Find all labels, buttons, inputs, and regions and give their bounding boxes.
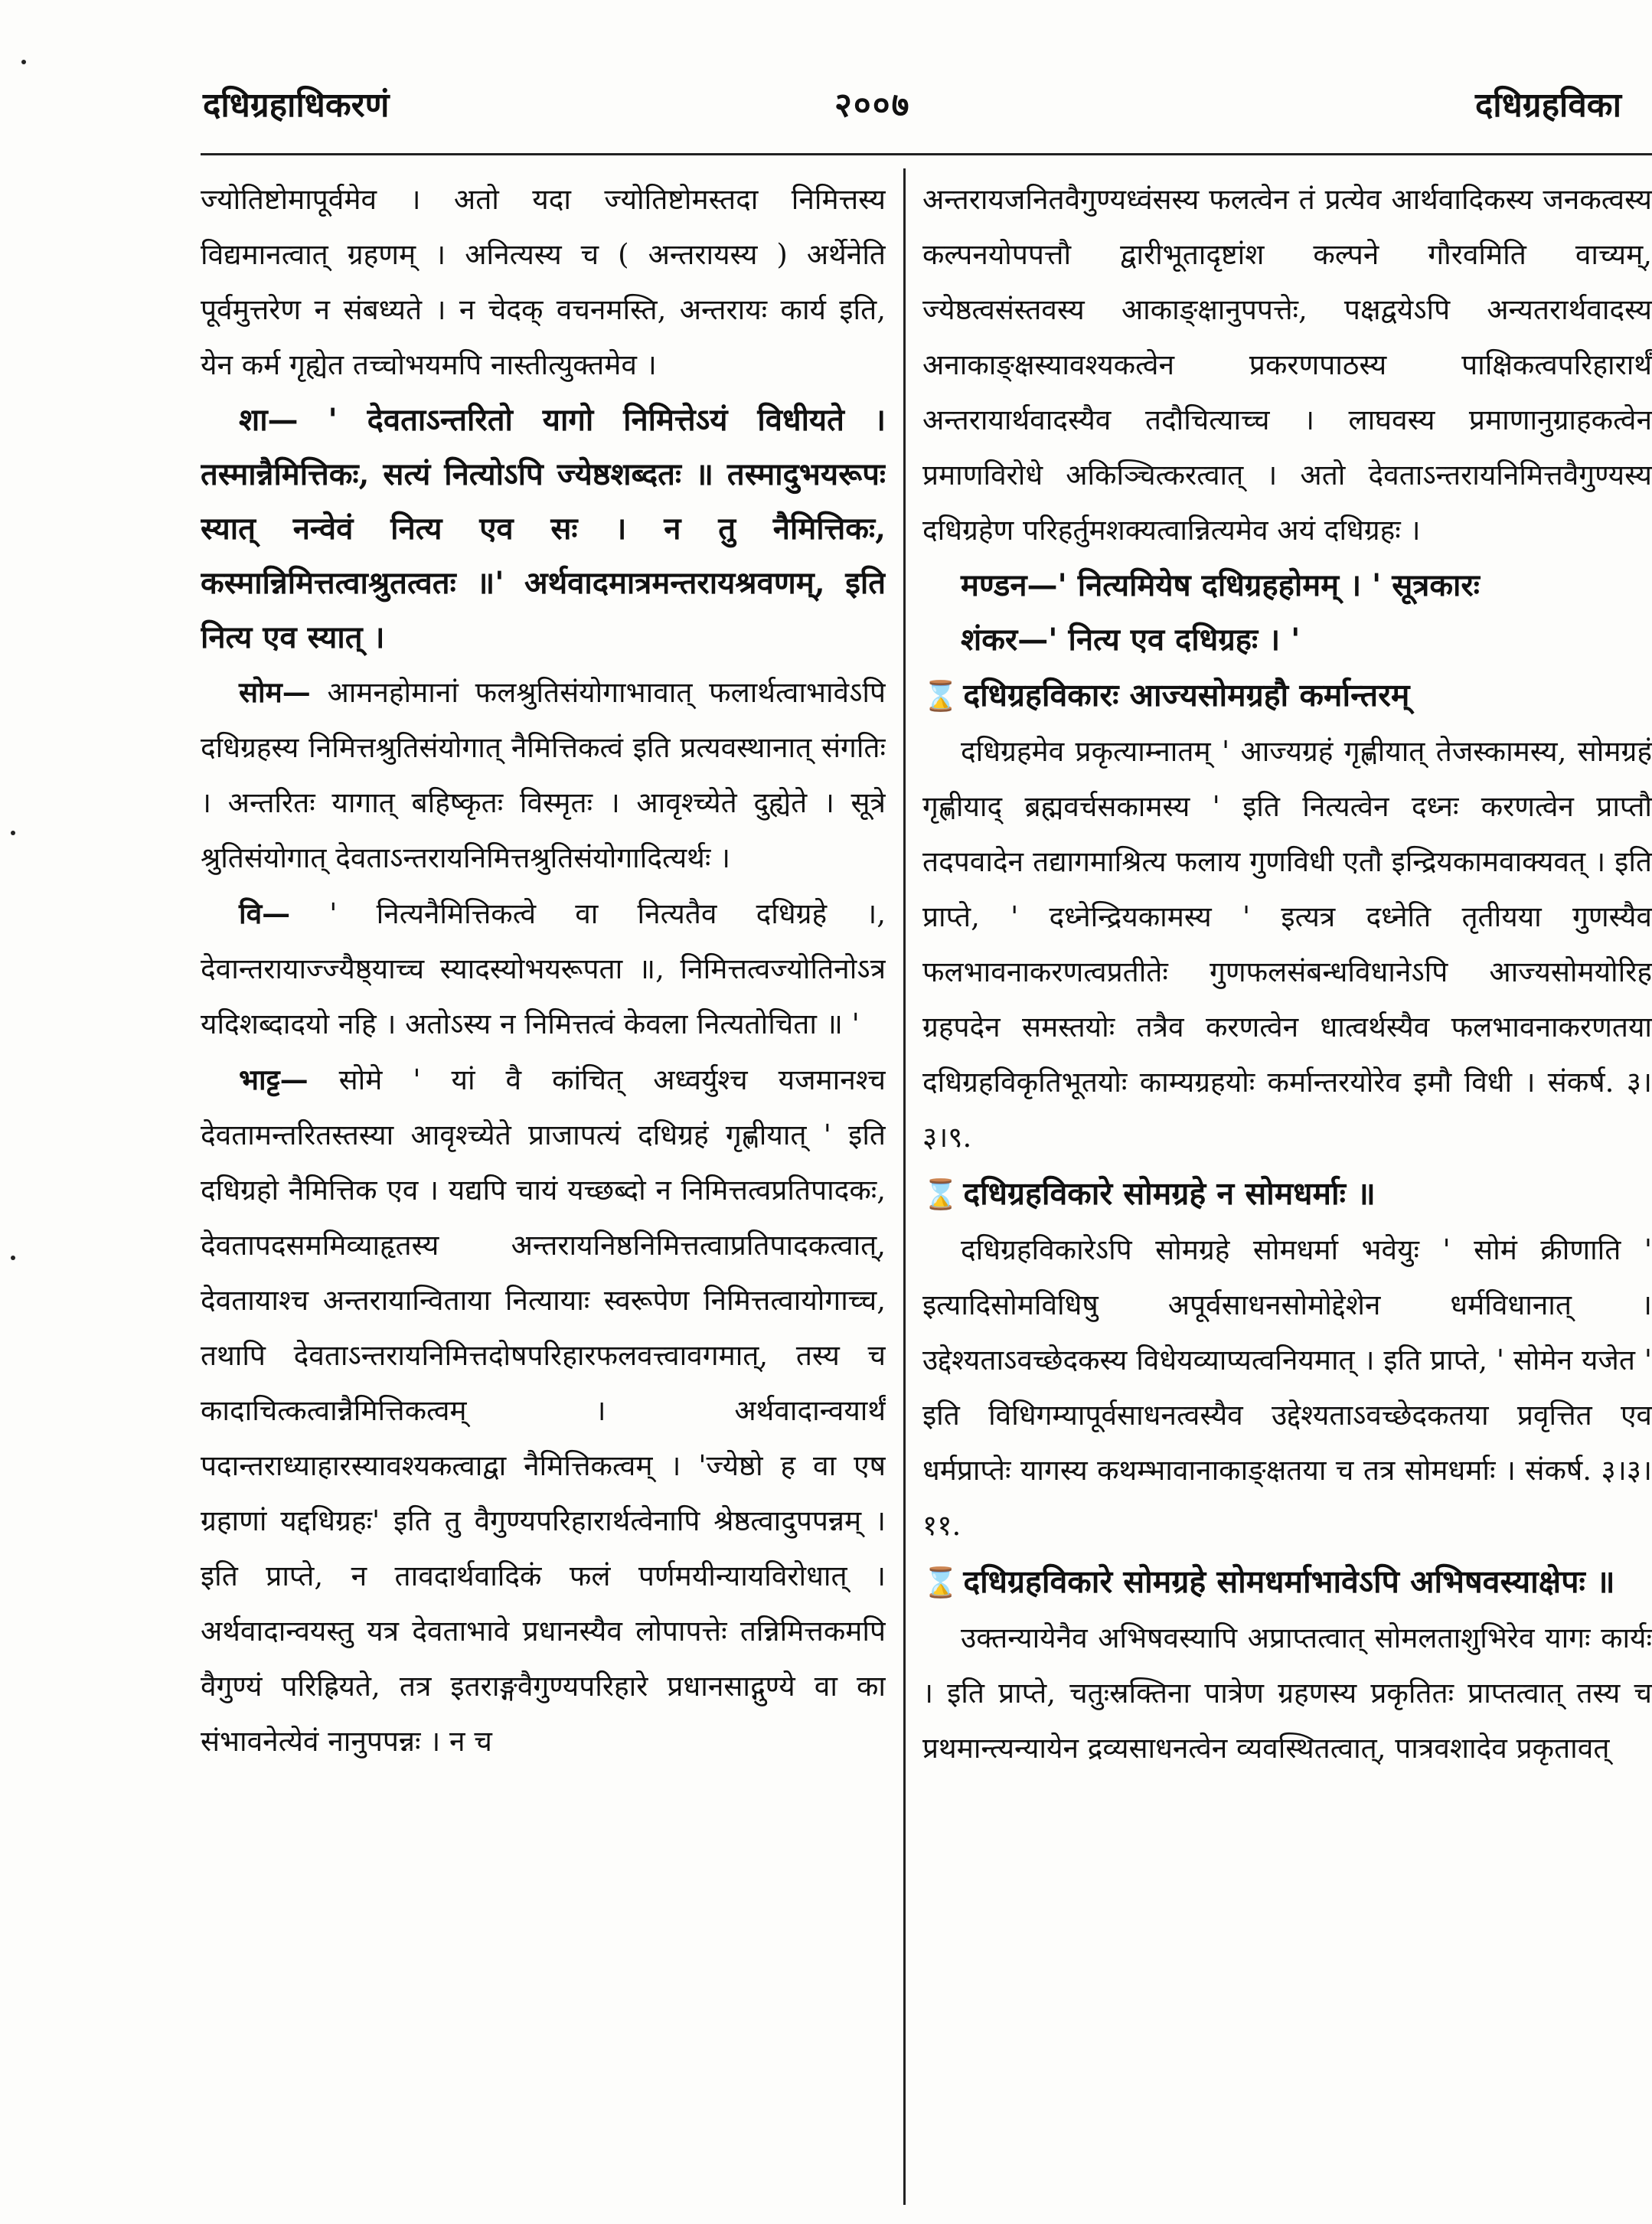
scan-speck	[11, 831, 15, 835]
paragraph-text: ' देवताऽन्तरितो यागो निमित्तेऽयं विधीयते । तस्मान्नैमित्तिकः, सत्यं नित्योऽपि ज्येष्ठशब्दतः ॥ तस्मादुभयरूपः स्यात् नन्वेवं नित्य एव सः । न तु नैमित्तिकः, कस्मान्निमित्तत्वाश्रुतत्वतः ॥' अर्थवादमात्रमन्तरायश्रवणम्, इति नित्य एव स्यात् ।	[201, 402, 886, 655]
scan-speck	[11, 1256, 15, 1260]
paragraph-text: दधिग्रहमेव प्रकृत्याम्नातम् ' आज्यग्रहं गृह्णीयात् तेजस्कामस्य, सोमग्रहं गृह्णीयाद् ब्रह्मवर्चसकामस्य ' इति नित्यत्वेन दध्नः करणत्वेन प्राप्तौ तदपवादेन तद्यागमाश्रित्य फलाय गुणविधी एतौ इन्द्रियकामवाक्यवत् । इति प्राप्ते, ' दध्नेन्द्रियकामस्य ' इत्यत्र दध्नेति तृतीयया गुणस्यैव फलभावनाकरणत्वप्रतीतेः गुणफलसंबन्धविधानेऽपि आज्यसोमयोरिह ग्रहपदेन समस्तयोः तत्रैव करणत्वेन धात्वर्थस्यैव फलभावनाकरणतया दधिग्रहविकृतिभूतयोः काम्यग्रहयोः कर्मान्तरयोरेव इमौ विधी । संकर्ष. ३।३।९.	[922, 735, 1652, 1154]
section-mark-icon: ⌛	[922, 1565, 959, 1599]
speaker-label: मण्डन—	[961, 567, 1058, 603]
heading-text: दधिग्रहविकारः आज्यसोमग्रहौ कर्मान्तरम्	[963, 677, 1410, 714]
speaker-label: वि—	[239, 896, 291, 930]
right-paragraph	[922, 1223, 1652, 1553]
speaker-label: शा—	[239, 402, 299, 438]
section-heading	[922, 1553, 1652, 1611]
left-column	[201, 172, 886, 1769]
right-paragraph	[922, 172, 1652, 558]
speaker-label: भाट्ट—	[239, 1063, 309, 1096]
page-number: २००७	[834, 86, 911, 125]
paragraph-text: ज्योतिष्टोमापूर्वमेव । अतो यदा ज्योतिष्टोमस्तदा निमित्तस्य विद्यमानत्वात् ग्रहणम् । अनित्यस्य च ( अन्तरायस्य ) अर्थेनेति पूर्वमुत्तरेण न संबध्यते । न चेदक् वचनमस्ति, अन्तरायः कार्य इति, येन कर्म गृह्येत तच्चोभयमपि नास्तीत्युक्तमेव ।	[201, 183, 886, 381]
paragraph-text: आमनहोमानां फलश्रुतिसंयोगाभावात् फलार्थत्वाभावेऽपि दधिग्रहस्य निमित्तश्रुतिसंयोगात् नैमित्तिकत्वं इति प्रत्यवस्थानात् संगतिः । अन्तरितः यागात् बहिष्कृतः विस्मृतः । आवृश्च्येते दुह्येते । सूत्रे श्रुतिसंयोगात् देवताऽन्तरायनिमित्तश्रुतिसंयोगादित्यर्थः ।	[201, 676, 886, 874]
section-mark-icon: ⌛	[922, 678, 959, 713]
paragraph-text: उक्तन्यायेनैव अभिषवस्यापि अप्राप्तत्वात् सोमलताशुभिरेव यागः कार्यः । इति प्राप्ते, चतुःस्रक्तिना पात्रेण ग्रहणस्य प्रकृतितः प्राप्तत्वात् तस्य च प्रथमान्त्यन्यायेन द्रव्यसाधनत्वेन व्यवस्थितत्वात्, पात्रवशादेव प्रकृतावत्	[922, 1621, 1652, 1765]
paragraph-text: दधिग्रहविकारेऽपि सोमग्रहे सोमधर्मा भवेयुः ' सोमं क्रीणाति ' इत्यादिसोमविधिषु अपूर्वसाधनसोमोद्देशेन धर्मविधानात् । उद्देश्यताऽवच्छेदकस्य विधेयव्याप्यत्वनियमात् । इति प्राप्ते, ' सोमेन यजेत ' इति विधिगम्यापूर्वसाधनत्वस्यैव उद्देश्यताऽवच्छेदकतया प्रवृत्तित एव धर्मप्राप्तेः यागस्य कथम्भावानाकाङ्क्षतया च तत्र सोमधर्माः । संकर्ष. ३।३।११.	[922, 1233, 1652, 1542]
heading-text: दधिग्रहविकारे सोमग्रहे न सोमधर्माः ॥	[963, 1175, 1376, 1212]
header-rule	[201, 153, 1652, 155]
left-paragraph	[201, 172, 886, 393]
heading-text: दधिग्रहविकारे सोमग्रहे सोमधर्माभावेऽपि अभिषवस्याक्षेपः ॥	[963, 1563, 1615, 1600]
section-mark-icon: ⌛	[922, 1177, 959, 1211]
section-heading	[922, 1165, 1652, 1223]
speaker-label: सोम—	[239, 675, 311, 709]
running-head-left: दधिग्रहाधिकरणं	[203, 86, 390, 125]
right-paragraph-mandana	[922, 558, 1652, 612]
left-paragraph-vi	[201, 886, 886, 1052]
paragraph-text: सोमे ' यां वै कांचित् अध्वर्युश्च यजमानश्च देवतामन्तरितस्तस्या आवृश्च्येते प्राजापत्यं दधिग्रहं गृह्णीयात् ' इति दधिग्रहो नैमित्तिक एव । यद्यपि चायं यच्छब्दो न निमित्तत्वप्रतिपादकः, देवतापदसममिव्याहृतस्य अन्तरायनिष्ठनिमित्तत्वाप्रतिपादकत्वात्, देवतायाश्च अन्तरायान्विताया नित्यायाः स्वरूपेण निमित्तत्वायोगाच्च, तथापि देवताऽन्तरायनिमित्तदोषपरिहारफलवत्त्वावगमात्, तस्य च कादाचित्कत्वान्नैमित्तिकत्वम् । अर्थवादान्वयार्थं पदान्तराध्याहारस्यावश्यकत्वाद्वा नैमित्तिकत्वम् । 'ज्येष्ठो ह वा एष ग्रहाणां यद्दधिग्रहः' इति तु वैगुण्यपरिहारार्थत्वेनापि श्रेष्ठत्वादुपपन्नम् । इति प्राप्ते, न तावदार्थवादिकं फलं पर्णमयीन्यायविरोधात् । अर्थवादान्वयस्तु यत्र देवताभावे प्रधानस्यैव लोपापत्तेः तन्निमित्तकमपि वैगुण्यं परिह्रियते, तत्र इतराङ्गवैगुण्यपरिहारे प्रधानसाद्गुण्ये वा का संभावनेत्येवं नानुपपन्नः । न च	[201, 1063, 886, 1758]
section-heading	[922, 667, 1652, 724]
left-paragraph-bhatta	[201, 1052, 886, 1769]
left-paragraph-sha	[201, 393, 886, 665]
speaker-label: शंकर—	[961, 622, 1049, 658]
scan-speck	[21, 60, 26, 64]
right-paragraph-shankara	[922, 612, 1652, 667]
right-paragraph	[922, 1611, 1652, 1776]
paragraph-text: ' नित्यनैमित्तिकत्वे वा नित्यतैव दधिग्रहे ।, देवान्तरायाज्ज्यैष्ठ्याच्च स्यादस्योभयरूपता ॥, निमित्तत्वज्योतिनोऽत्र यदिशब्दादयो नहि । अतोऽस्य न निमित्तत्वं केवला नित्यतोचिता ॥ '	[201, 897, 886, 1040]
running-head-right: दधिग्रहविका	[1474, 86, 1621, 125]
column-divider	[903, 168, 906, 2205]
right-column	[922, 172, 1652, 1776]
paragraph-text: ' नित्यमियेष दधिग्रहहोमम् । ' सूत्रकारः	[1057, 567, 1480, 603]
right-paragraph	[922, 724, 1652, 1165]
paragraph-text: ' नित्य एव दधिग्रहः । '	[1048, 622, 1301, 658]
left-paragraph-soma	[201, 665, 886, 886]
paragraph-text: अन्तरायजनितवैगुण्यध्वंसस्य फलत्वेन तं प्रत्येव आर्थवादिकस्य जनकत्वस्य कल्पनयोपपत्तौ द्वारीभूतादृष्टांश कल्पने गौरवमिति वाच्यम्, ज्येष्ठत्वसंस्तवस्य आकाङ्क्षानुपपत्तेः, पक्षद्वयेऽपि अन्यतरार्थवादस्य अनाकाङ्क्षस्यावश्यकत्वेन प्रकरणपाठस्य पाक्षिकत्वपरिहारार्थं अन्तरायार्थवादस्यैव तदौचित्याच्च । लाघवस्य प्रमाणानुग्राहकत्वेन प्रमाणविरोधे अकिञ्चित्करत्वात् । अतो देवताऽन्तरायनिमित्तवैगुण्यस्य दधिग्रहेण परिहर्तुमशक्यत्वान्नित्यमेव अयं दधिग्रहः ।	[922, 183, 1652, 547]
